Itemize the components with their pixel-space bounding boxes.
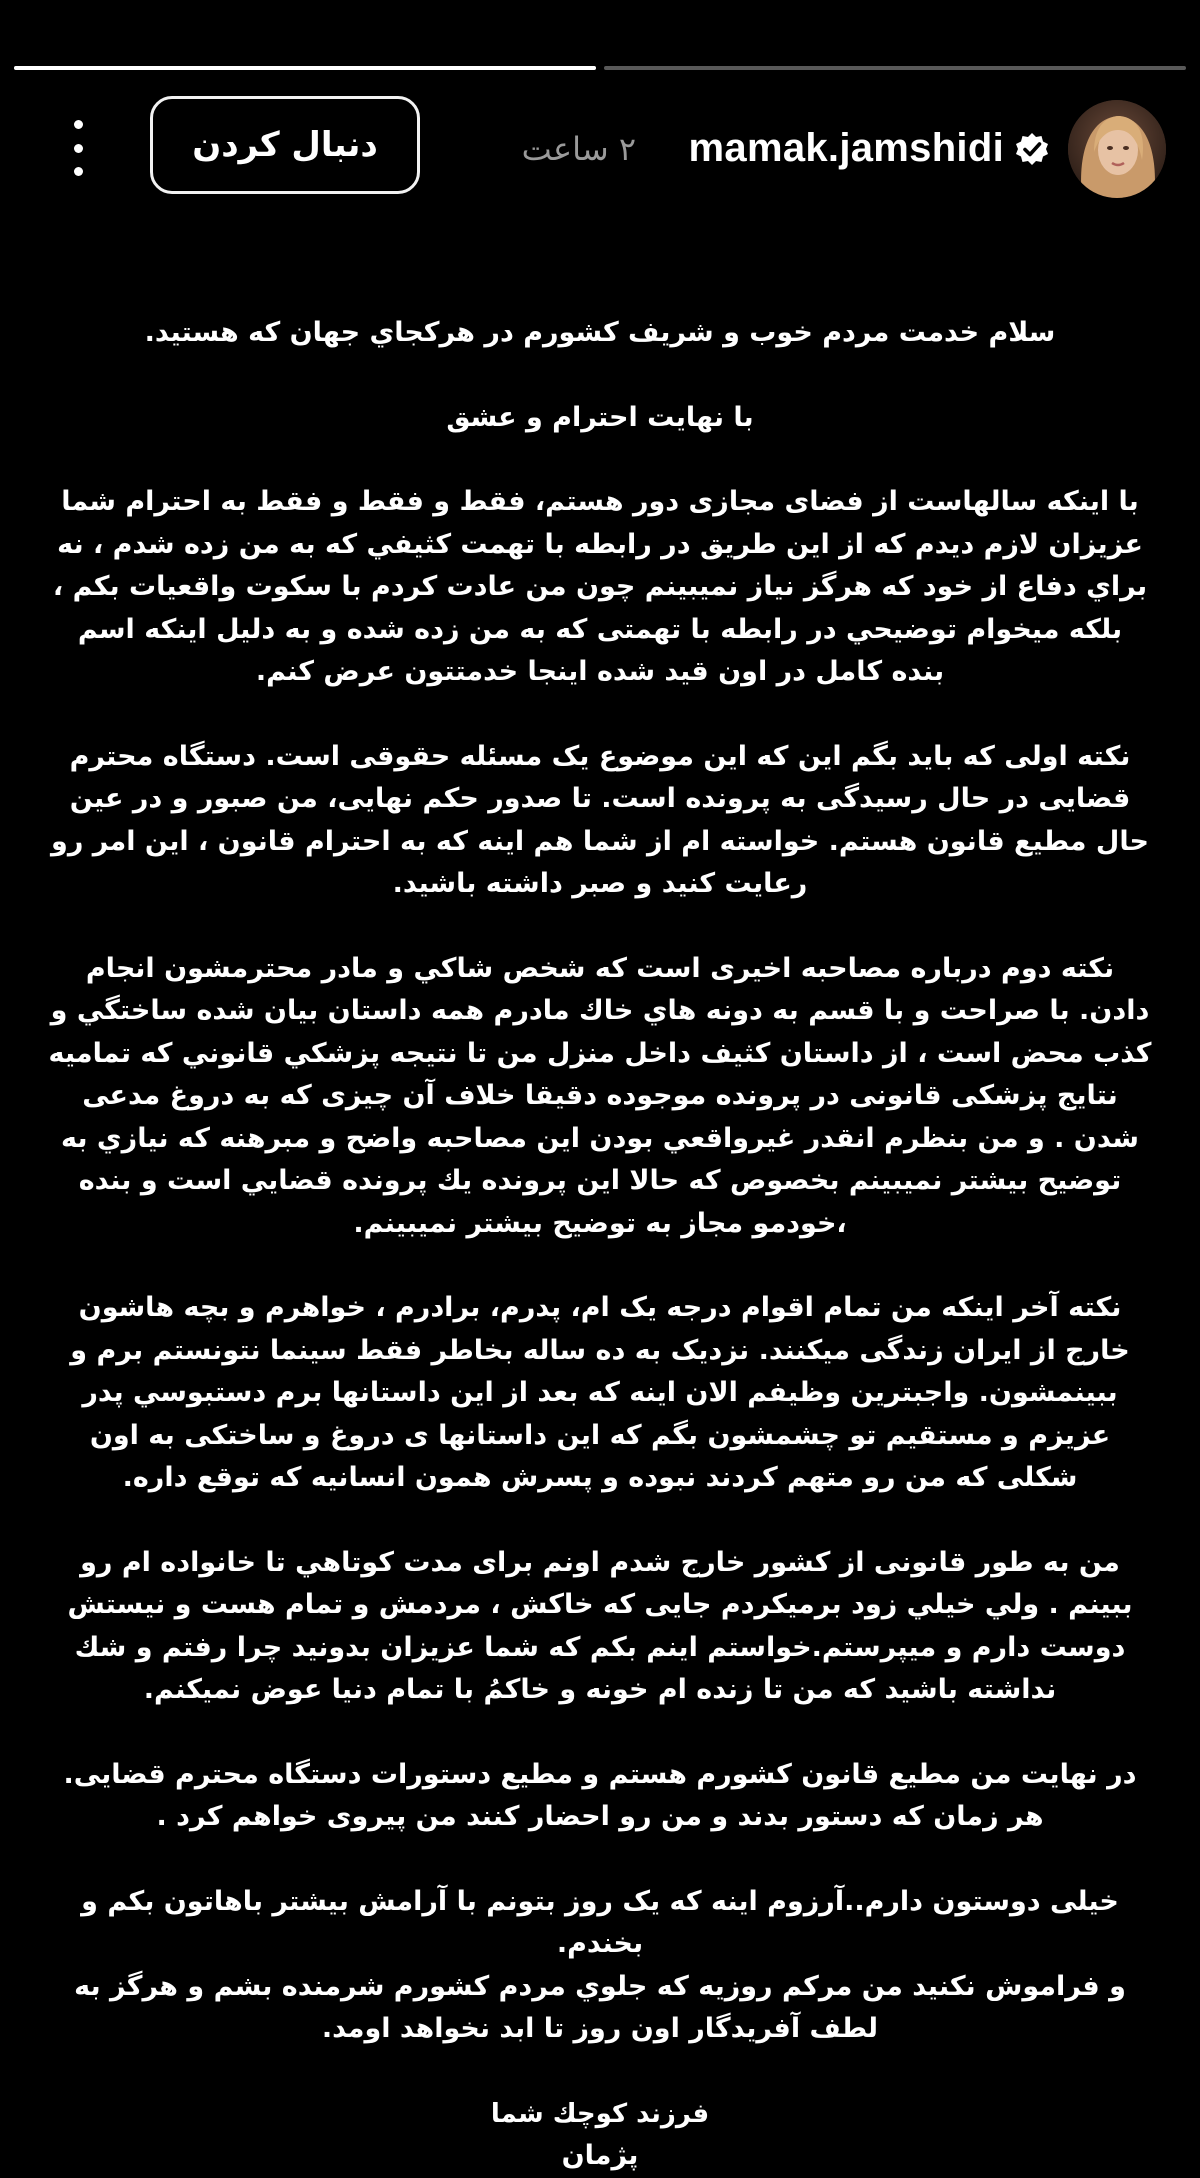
story-message bbox=[48, 312, 1152, 2178]
progress-segment bbox=[14, 66, 596, 70]
signature-name: پژمان bbox=[561, 2140, 639, 2171]
menu-dot bbox=[74, 120, 83, 129]
verified-badge-icon bbox=[1014, 131, 1050, 167]
point-two-paragraph: نکته دوم درباره مصاحبه اخیری است که شخص شاكي و مادر محترمشون انجام دادن. با صراحت و با قسم به دونه هاي خاك مادرم همه داستان بیان شده ساختگي و كذب محض است ، از داستان كثیف داخل منزل من تا نتیجه پزشكي قانوني كه تمامیه نتایج پزشکی قانونی در پرونده موجوده دقیقا خلاف آن چیزی که به دروغ مدعی شدن . و من بنظرم انقدر غیرواقعي بودن این مصاحبه واضح و مبرهنه كه نیازي به توضیح بیشتر نمیبینم بخصوص كه حالا این پرونده یك پرونده قضایي است و بنده ،خودمو مجاز به توضیح بیشتر نمیبینم. bbox=[48, 952, 1152, 1239]
point-one-paragraph: نکته اولی که باید بگم این که این موضوع یک مسئله حقوقی است. دستگاه محترم قضایی در حال رسیدگی به پرونده است. تا صدور حکم نهایی، من صبور و در عین حال مطیع قانون هستم. خواسته ام از شما هم اینه که به احترام قانون ، این امر رو رعایت کنید و صبر داشته باشید. bbox=[51, 740, 1149, 899]
follow-button[interactable]: دنبال کردن bbox=[150, 96, 420, 194]
profile-photo-icon bbox=[1068, 100, 1166, 198]
love-paragraph: خیلی دوستون دارم..آرزوم اینه که یک روز بتونم با آرامش بیشتر باهاتون بكم و بخندم. bbox=[81, 1885, 1119, 1959]
username-row[interactable] bbox=[689, 126, 1050, 171]
progress-segment bbox=[604, 66, 1186, 70]
menu-dot bbox=[74, 167, 83, 176]
point-four-paragraph: من به طور قانونی از کشور خارج شدم اونم برای مدت كوتاهي تا خانواده ام رو ببینم . ولي خیلي زود برمیكردم جایی كه خاكش ، مردمش و تمام هست و نیستش دوست دارم و میپرستم.خواستم اینم بكم كه شما عزیزان بدونید چرا رفتم و شك نداشته باشید كه من تا زنده ام خونه و خاكمُ با تمام دنیا عوض نمیكنم. bbox=[67, 1546, 1133, 1705]
respect-text: با نهایت احترام و عشق bbox=[446, 401, 754, 433]
closing-paragraph: و فراموش نکنید من مرکم روزیه که جلوي مردم کشورم شرمنده بشم و هرگز به لطف آفریدگار اون روز تا ابد نخواهد اومد. bbox=[74, 1970, 1126, 2044]
story-header bbox=[0, 96, 1200, 206]
intro-paragraph: با اینکه سالهاست از فضای مجازی دور هستم، فقط و فقط و فقط به احترام شما عزیزان لازم دیدم که از این طریق در رابطه با تهمت کثیفي که به من زده شدم ، نه براي دفاع از خود که هرگز نیاز نمیبینم چون من عادت کردم با سکوت واقعیات بکم ، بلکه میخوام توضیحي در رابطه با تهمتی که به من زده شده و به دلیل اینکه اسم بنده کامل در اون قید شده اینجا خدمتتون عرض کنم. bbox=[52, 486, 1148, 687]
signature-line: فرزند كوچك شما bbox=[490, 2098, 710, 2129]
menu-dot bbox=[74, 144, 83, 153]
more-vertical-icon[interactable] bbox=[58, 120, 98, 176]
greeting-text: سلام خدمت مردم خوب و شریف کشورم در هرکجاي جهان که هستید. bbox=[144, 317, 1056, 348]
avatar[interactable] bbox=[1068, 100, 1166, 198]
conclusion-paragraph: در نهایت من مطیع قانون کشورم هستم و مطیع دستورات دستگاه محترم قضایی. هر زمان که دستور بدند و من رو احضار کنند من پیروی خواهم کرد . bbox=[63, 1758, 1137, 1832]
story-progress-bar bbox=[14, 66, 1186, 70]
username[interactable]: mamak.jamshidi bbox=[688, 126, 1004, 170]
post-time: ۲ ساعت bbox=[521, 130, 636, 168]
progress-fill bbox=[14, 66, 596, 70]
point-three-paragraph: نکته آخر اینکه من تمام اقوام درجه یک ام، پدرم، برادرم ، خواهرم و بچه هاشون خارج از ایران زندگی میکنند. نزدیک به ده ساله بخاطر فقط سینما نتونستم برم و ببینمشون. واجبترین وظیفم الان اینه که بعد از این داستانها برم دستبوسي پدر عزیزم و مستقیم تو چشمشون بگم كه این داستانها ی دروغ و ساختکی به اون شکلی که من رو متهم کردند نبوده و پسرش همون انسانیه که توقع داره. bbox=[70, 1292, 1130, 1493]
